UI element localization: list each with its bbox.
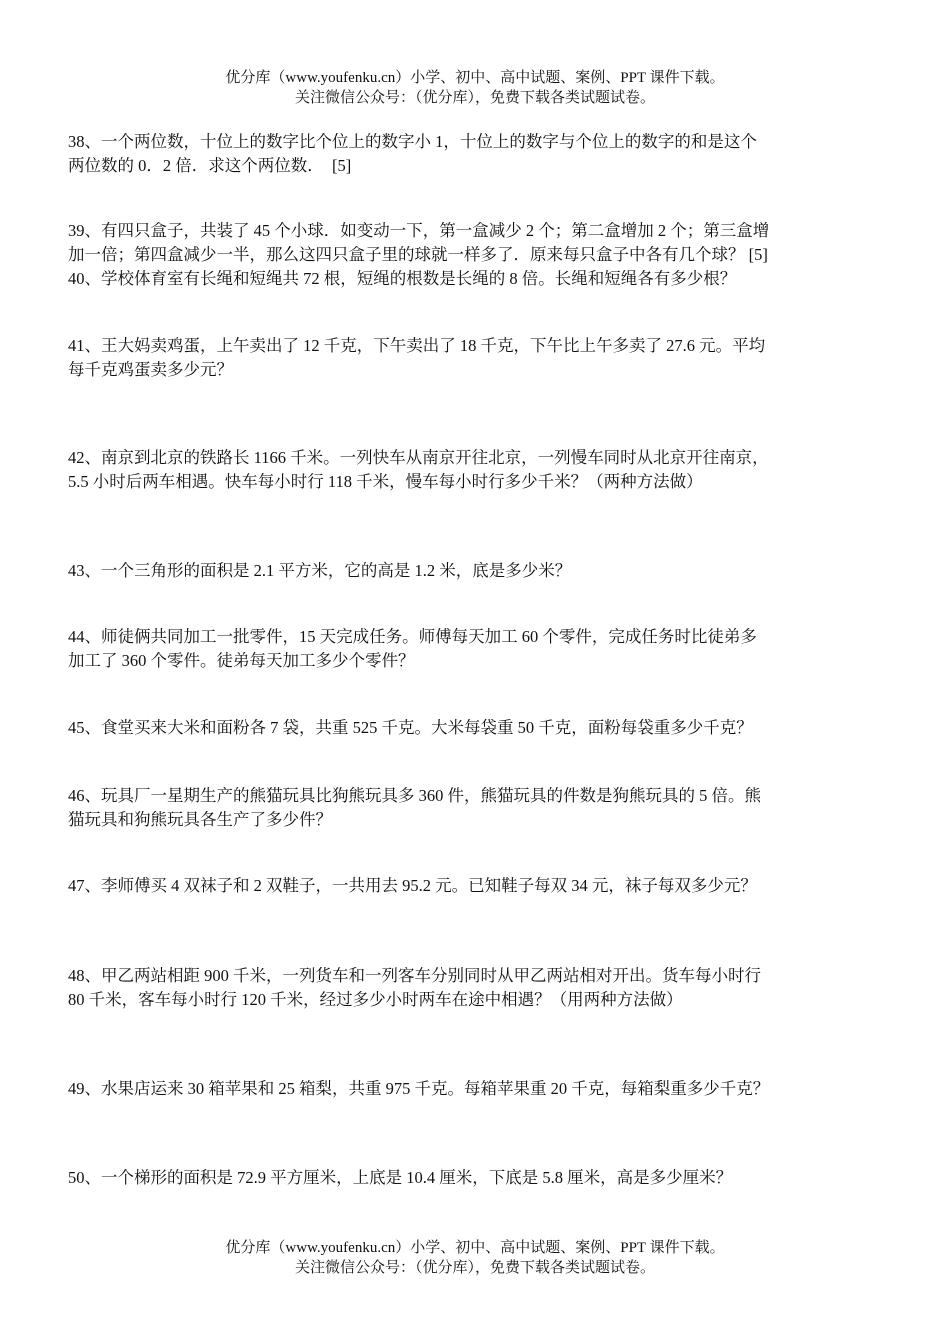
question-42 (68, 446, 890, 494)
question-50 (68, 1166, 890, 1190)
question-line: 46、玩具厂一星期生产的熊猫玩具比狗熊玩具多 360 件，熊猫玩具的件数是狗熊玩具的 5 倍。熊 (68, 786, 761, 805)
question-40 (68, 267, 890, 291)
question-49 (68, 1077, 890, 1101)
question-43 (68, 559, 890, 583)
question-41 (68, 334, 890, 382)
question-45 (68, 716, 890, 740)
question-line: 41、王大妈卖鸡蛋，上午卖出了 12 千克，下午卖出了 18 千克，下午比上午多卖了 27.6 元。平均 (68, 336, 766, 355)
question-44 (68, 625, 890, 673)
question-line: 两位数的 0．2 倍．求这个两位数． [5] (68, 156, 352, 175)
question-line: 45、食堂买来大米和面粉各 7 袋，共重 525 千克。大米每袋重 50 千克，面粉每袋重多少千克？ (68, 718, 753, 737)
question-line: 加工了 360 个零件。徒弟每天加工多少个零件？ (68, 651, 415, 670)
question-line: 5.5 小时后两车相遇。快车每小时行 118 千米，慢车每小时行多少千米？（两种方法做） (68, 472, 703, 491)
question-line: 42、南京到北京的铁路长 1166 千米。一列快车从南京开往北京，一列慢车同时从北京开往南京， (68, 448, 769, 467)
question-line: 加一倍；第四盒减少一半，那么这四只盒子里的球就一样多了．原来每只盒子中各有几个球？ [5] (68, 245, 768, 264)
question-line: 47、李师傅买 4 双袜子和 2 双鞋子，一共用去 95.2 元。已知鞋子每双 34 元，袜子每双多少元？ (68, 876, 757, 895)
question-48 (68, 964, 890, 1012)
header-line-1: 优分库（www.youfenku.cn）小学、初中、高中试题、案例、PPT 课件下载。 (225, 70, 725, 86)
question-38 (68, 130, 890, 178)
footer-line-1: 优分库（www.youfenku.cn）小学、初中、高中试题、案例、PPT 课件下载。 (225, 1240, 725, 1256)
question-line: 38、一个两位数，十位上的数字比个位上的数字小 1，十位上的数字与个位上的数字的和是这个 (68, 132, 757, 151)
question-line: 50、一个梯形的面积是 72.9 平方厘米，上底是 10.4 厘米，下底是 5.8 厘米，高是多少厘米？ (68, 1168, 733, 1187)
question-46 (68, 784, 890, 832)
question-line: 48、甲乙两站相距 900 千米，一列货车和一列客车分别同时从甲乙两站相对开出。货车每小时行 (68, 966, 761, 985)
footer-line-2: 关注微信公众号：（优分库），免费下载各类试题试卷。 (294, 1260, 655, 1276)
question-line: 49、水果店运来 30 箱苹果和 25 箱梨，共重 975 千克。每箱苹果重 20 千克，每箱梨重多少千克？ (68, 1079, 770, 1098)
page-footer (0, 1238, 950, 1278)
question-line: 39、有四只盒子，共装了 45 个小球．如变动一下，第一盒减少 2 个；第二盒增加 2 个；第三盒增 (68, 221, 770, 240)
question-47 (68, 874, 890, 898)
question-line: 猫玩具和狗熊玩具各生产了多少件？ (68, 810, 332, 829)
question-line: 43、一个三角形的面积是 2.1 平方米，它的高是 1.2 米，底是多少米？ (68, 561, 572, 580)
question-line: 80 千米，客车每小时行 120 千米，经过多少小时两车在途中相遇？（用两种方法做） (68, 990, 683, 1009)
header-line-2: 关注微信公众号：（优分库），免费下载各类试题试卷。 (294, 90, 655, 106)
question-line: 40、学校体育室有长绳和短绳共 72 根，短绳的根数是长绳的 8 倍。长绳和短绳各有多少根？ (68, 269, 737, 288)
question-39 (68, 219, 890, 267)
question-line: 44、师徒俩共同加工一批零件，15 天完成任务。师傅每天加工 60 个零件，完成任务时比徒弟多 (68, 627, 757, 646)
question-line: 每千克鸡蛋卖多少元？ (68, 360, 233, 379)
page-header (0, 68, 950, 108)
